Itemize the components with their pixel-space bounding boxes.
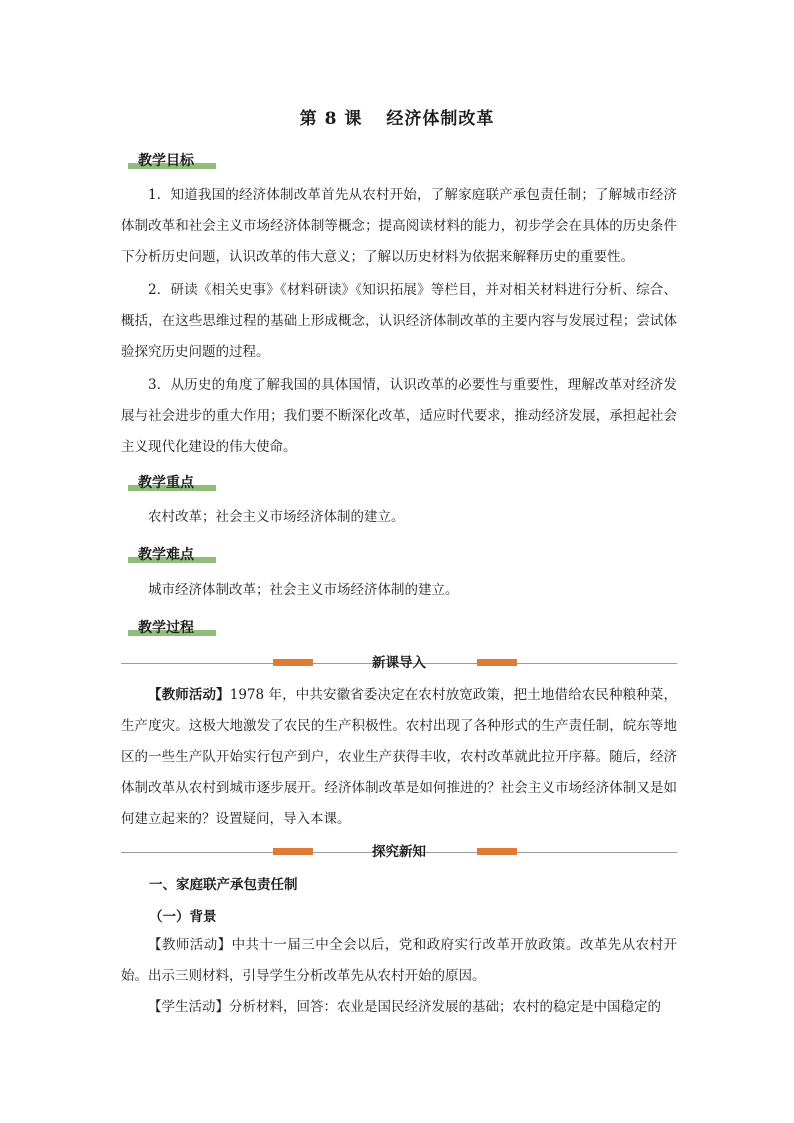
teacher-activity-text: 中共十一届三中全会以后，党和政府实行改革开放政策。改革先从农村开始。出示三则材料，引导学生分析改革先从农村开始的原因。	[121, 937, 678, 984]
divider-label: 新课导入	[372, 655, 426, 671]
heading-text: 教学过程	[138, 620, 194, 636]
section-heading-process	[128, 617, 216, 639]
student-activity-tag: 【学生活动】	[148, 999, 229, 1015]
section-heading-difficult-points	[128, 544, 216, 566]
difficult-points-text: 城市经济体制改革；社会主义市场经济体制的建立。	[148, 582, 459, 598]
section-1-title: 一、家庭联产承包责任制	[149, 877, 298, 893]
heading-text: 教学重点	[138, 475, 194, 491]
section-heading-objectives	[128, 150, 216, 172]
section-heading-key-points	[128, 472, 216, 494]
divider-label: 探究新知	[372, 844, 426, 860]
lesson-number: 第 8 课	[299, 109, 363, 129]
heading-text: 教学难点	[138, 547, 194, 563]
divider-explore	[121, 842, 677, 862]
student-activity-paragraph	[121, 992, 677, 1023]
teacher-activity-paragraph	[121, 930, 677, 992]
intro-text: 1978 年，中共安徽省委决定在农村放宽政策，把土地借给农民种粮种菜，生产度灾。这极大地激发了农民的生产积极性。农村出现了各种形式的生产责任制，皖东等地区的一些生产队开始实行包产到户，农业生产获得丰收，农村改革就此拉开序幕。随后，经济体制改革从农村到城市逐步展开。经济体制改革是如何推进的？社会主义市场经济体制又是如何建立起来的？设置疑问，导入本课。	[121, 687, 678, 827]
teacher-activity-tag: 【教师活动】	[148, 937, 232, 953]
teacher-activity-tag: 【教师活动】	[148, 687, 230, 703]
student-activity-text: 分析材料，回答：农业是国民经济发展的基础；农村的稳定是中国稳定的	[229, 999, 661, 1015]
lesson-name: 经济体制改革	[386, 109, 495, 129]
objective-3: 3．从历史的角度了解我国的具体国情，认识改革的必要性与重要性，理解改革对经济发展与社会进步的重大作用；我们要不断深化改革，适应时代要求，推动经济发展，承担起社会主义现代化建设的伟大使命。	[121, 377, 677, 455]
intro-paragraph	[121, 680, 677, 835]
objective-2: 2．研读《相关史事》《材料研读》《知识拓展》等栏目，并对相关材料进行分析、综合、概括，在这些思维过程的基础上形成概念，认识经济体制改革的主要内容与发展过程；尝试体验探究历史问题的过程。	[121, 282, 677, 360]
key-points-text: 农村改革；社会主义市场经济体制的建立。	[148, 509, 405, 525]
subsection-1-title: （一）背景	[149, 909, 217, 925]
heading-text: 教学目标	[138, 153, 194, 169]
divider-intro	[121, 653, 677, 673]
page-title	[0, 104, 794, 129]
objective-1: 1．知道我国的经济体制改革首先从农村开始，了解家庭联产承包责任制；了解城市经济体制改革和社会主义市场经济体制等概念；提高阅读材料的能力，初步学会在具体的历史条件下分析历史问题，认识改革的伟大意义；了解以历史材料为依据来解释历史的重要性。	[121, 187, 677, 265]
